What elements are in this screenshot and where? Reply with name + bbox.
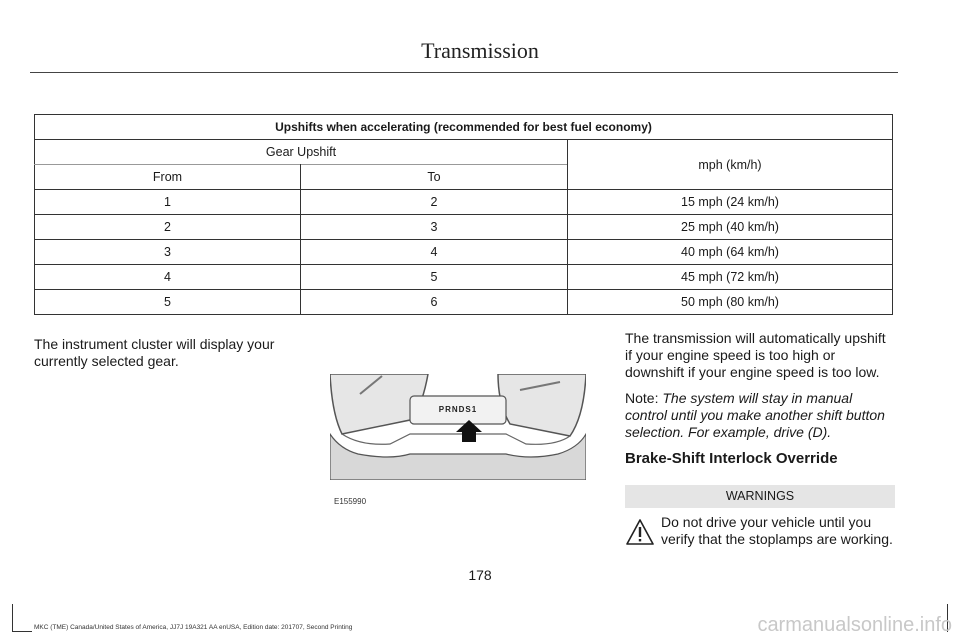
crop-mark [12, 604, 13, 632]
watermark: carmanualsonline.info [757, 614, 952, 636]
from-cell: 5 [35, 290, 301, 315]
from-cell: 4 [35, 265, 301, 290]
gear-display-text: PRNDS1 [438, 405, 478, 414]
table-row [35, 265, 893, 290]
upshift-table [34, 114, 893, 315]
footer-edition: MKC (TME) Canada/United States of America, JJ7J 19A321 AA enUSA, Edition date: 201707, Second Printing [34, 624, 353, 631]
right-gauge-shape [498, 374, 586, 436]
to-cell: 2 [301, 190, 568, 215]
speed-cell: 45 mph (72 km/h) [568, 265, 893, 290]
from-cell: 3 [35, 240, 301, 265]
table-row [35, 190, 893, 215]
speed-header: mph (km/h) [568, 140, 893, 190]
to-cell: 3 [301, 215, 568, 240]
warning-triangle-icon [625, 518, 655, 546]
table-row [35, 215, 893, 240]
warning-item [625, 514, 895, 548]
table-row [35, 240, 893, 265]
to-cell: 4 [301, 240, 568, 265]
from-cell: 2 [35, 215, 301, 240]
instrument-cluster-figure [330, 374, 586, 480]
note-label: Note: [625, 390, 659, 406]
crop-mark [12, 631, 32, 632]
shift-description: The transmission will automatically upshift if your engine speed is too high or downshift if your engine speed is too low. [625, 330, 886, 380]
figure-id: E155990 [334, 497, 367, 506]
table-row [35, 290, 893, 315]
warning-text: Do not drive your vehicle until you verify that the stoplamps are working. [661, 514, 893, 547]
cluster-description: The instrument cluster will display your currently selected gear. [34, 336, 275, 369]
speed-cell: 15 mph (24 km/h) [568, 190, 893, 215]
speed-cell: 40 mph (64 km/h) [568, 240, 893, 265]
note-paragraph [625, 390, 895, 441]
note-body: The system will stay in manual control until you make another shift button selection. For example, drive (D). [625, 390, 885, 440]
page-title: Transmission [421, 38, 539, 63]
speed-cell: 50 mph (80 km/h) [568, 290, 893, 315]
from-cell: 1 [35, 190, 301, 215]
page-number: 178 [468, 567, 492, 583]
table-caption: Upshifts when accelerating (recommended for best fuel economy) [35, 115, 893, 140]
warnings-bar: WARNINGS [625, 485, 895, 508]
from-header: From [35, 165, 301, 190]
cluster-housing [330, 434, 586, 480]
gear-upshift-header: Gear Upshift [35, 140, 568, 165]
header-divider [30, 72, 898, 73]
right-column [625, 330, 895, 548]
to-header: To [301, 165, 568, 190]
speed-cell: 25 mph (40 km/h) [568, 215, 893, 240]
to-cell: 6 [301, 290, 568, 315]
section-heading: Brake-Shift Interlock Override [625, 450, 838, 467]
to-cell: 5 [301, 265, 568, 290]
